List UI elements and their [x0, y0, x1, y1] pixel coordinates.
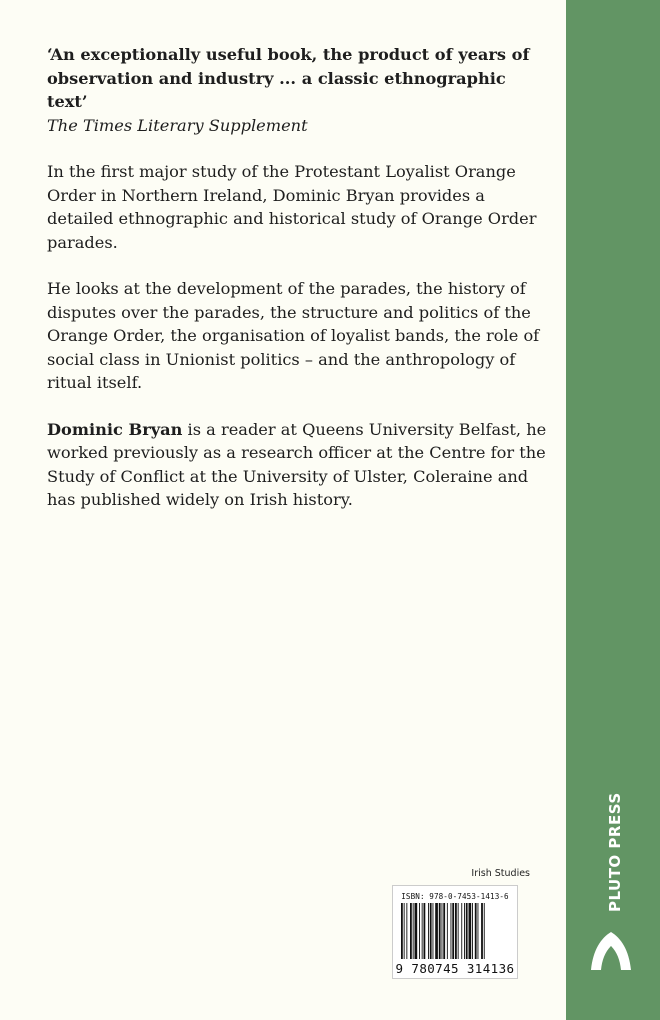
barcode-bar	[466, 903, 468, 959]
barcode-bar	[461, 903, 462, 959]
barcode-bar	[452, 903, 454, 959]
description-paragraph-2: He looks at the development of the parades, the history of disputes over the parades, the structure and politics of the Orange Order, the organisation of loyalist bands, the role of social class in Unionist politics – and the anthropology of ritual itself.	[47, 279, 540, 392]
barcode-bar	[410, 903, 412, 959]
barcode-bar	[478, 903, 479, 959]
publisher-vertical	[600, 778, 624, 918]
barcode-digits: 9 780745 314136	[395, 961, 515, 976]
isbn-label: ISBN: 978-0-7453-1413-6	[401, 892, 509, 901]
pluto-press-logo-icon	[587, 928, 635, 976]
barcode-bar	[451, 903, 452, 959]
barcode-bar	[424, 903, 426, 959]
barcode-bar	[430, 903, 432, 959]
barcode-bar	[422, 903, 423, 959]
barcode-bar	[447, 903, 448, 959]
barcode-bar	[401, 903, 403, 959]
review-quote-line-2: observation and industry ... a classic ethnographic text’	[47, 68, 506, 111]
barcode-bar	[433, 903, 434, 959]
barcode-bar	[472, 903, 473, 959]
review-quote	[47, 43, 547, 137]
barcode-bar	[415, 903, 418, 959]
author-bio-paragraph	[47, 418, 547, 512]
barcode-bar	[406, 903, 407, 959]
barcode-bar	[455, 903, 457, 959]
barcode-bar	[413, 903, 414, 959]
barcode-bar	[442, 903, 443, 959]
barcode-bar	[484, 903, 485, 959]
barcode-bar	[475, 903, 477, 959]
publisher-name: PLUTO PRESS	[606, 792, 624, 912]
barcode-bar	[428, 903, 429, 959]
barcode-bar	[439, 903, 441, 959]
barcode-bar	[443, 903, 445, 959]
author-bio: is a reader at Queens University Belfast, he worked previously as a research officer at the Centre for the Study of Conflict at the University of Ulster, Coleraine and has published widely on Irish history.	[47, 419, 547, 509]
barcode-bar	[458, 903, 459, 959]
author-name: Dominic Bryan	[47, 419, 183, 439]
blurb-text	[47, 43, 547, 535]
review-quote-line-1: ‘An exceptionally useful book, the product of years of	[47, 45, 530, 64]
barcode-bars	[393, 903, 517, 961]
barcode-bar	[419, 903, 420, 959]
description-paragraph-1: In the first major study of the Protestant Loyalist Orange Order in Northern Ireland, Dominic Bryan provides a detailed ethnographic and historical study of Orange Order parades.	[47, 162, 537, 252]
category-label: Irish Studies	[471, 868, 530, 879]
barcode-bar	[435, 903, 438, 959]
barcode-bar	[404, 903, 405, 959]
isbn-barcode	[392, 885, 518, 979]
barcode-bar	[469, 903, 472, 959]
barcode-bar	[481, 903, 483, 959]
review-quote-source: The Times Literary Supplement	[47, 115, 308, 135]
barcode-bar	[464, 903, 465, 959]
